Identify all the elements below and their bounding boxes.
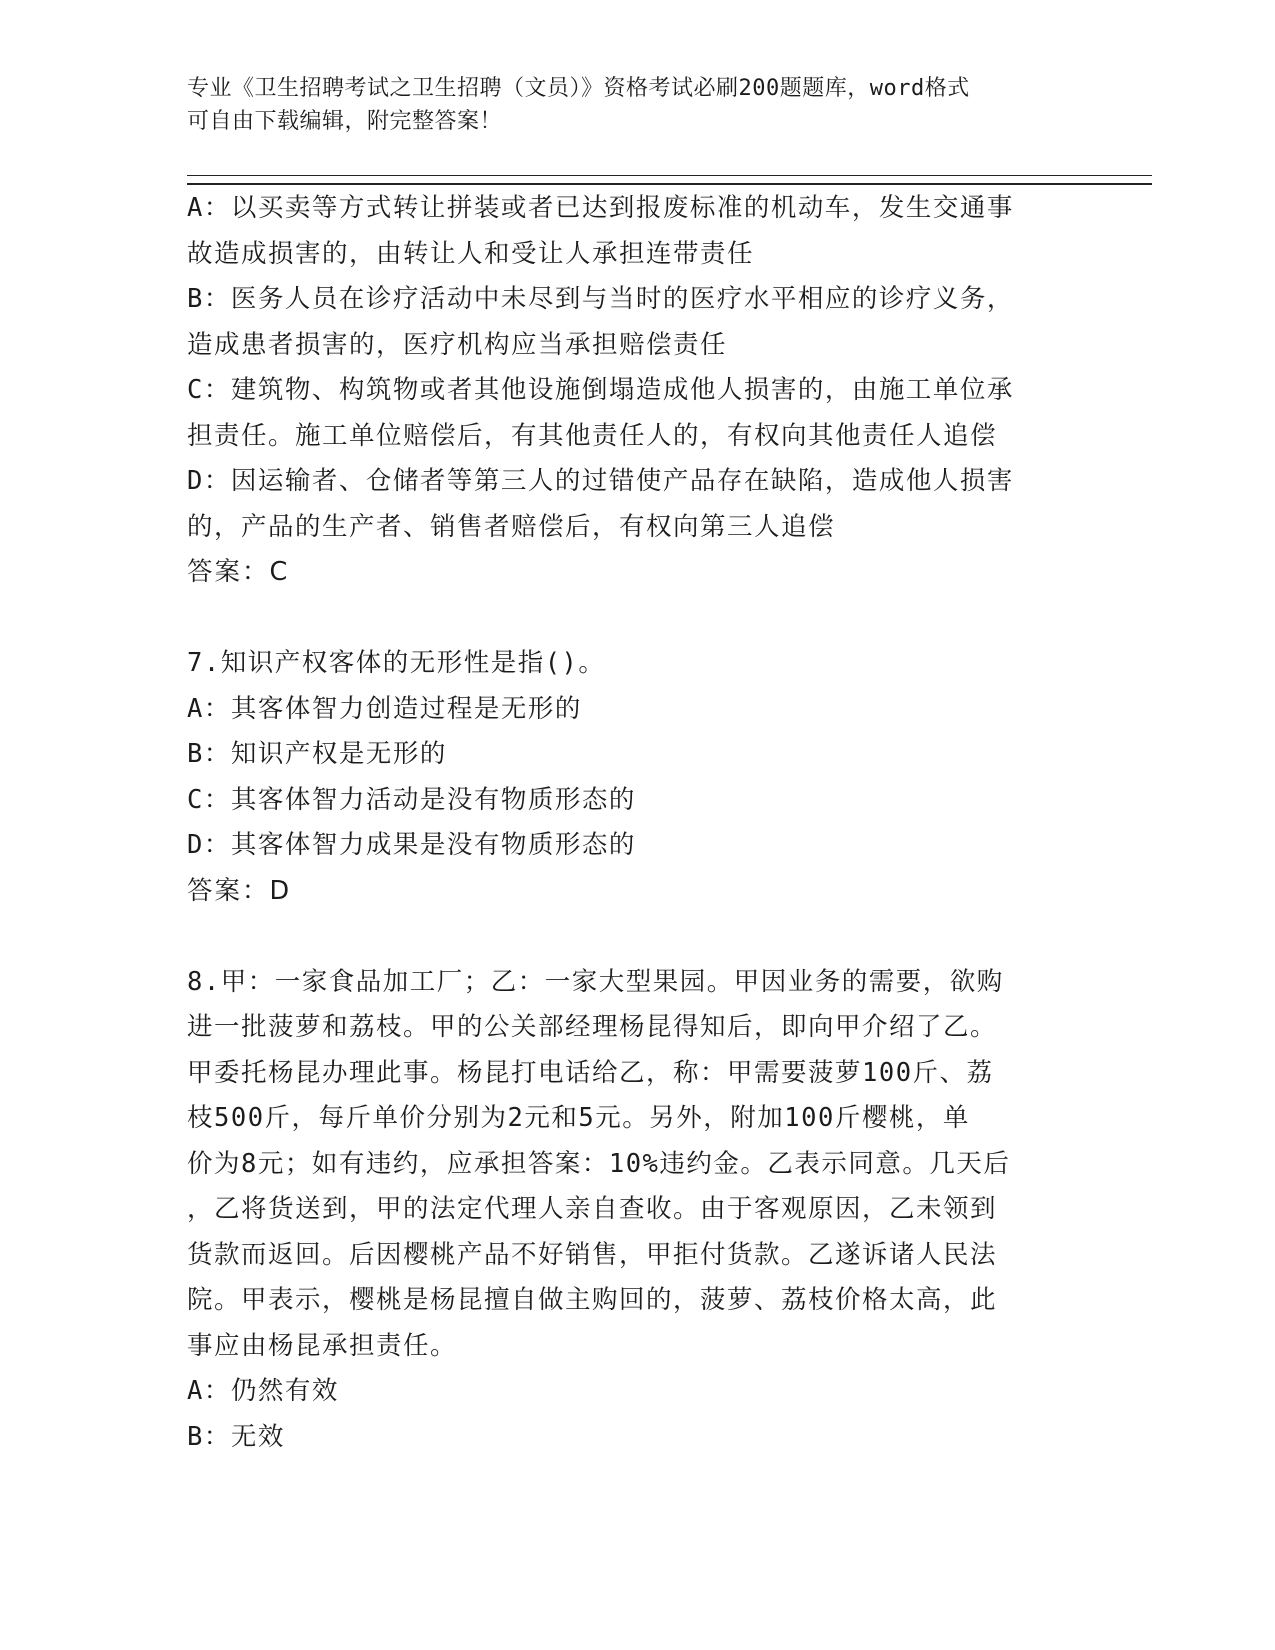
q7-option-d: D：其客体智力成果是没有物质形态的 bbox=[187, 830, 636, 860]
option-a-line-2: 故造成损害的，由转让人和受让人承担连带责任 bbox=[187, 238, 755, 269]
q8-stem-line-6: ，乙将货送到，甲的法定代理人亲自查收。由于客观原因，乙未领到 bbox=[187, 1194, 998, 1224]
q7-option-a: A：其客体智力创造过程是无形的 bbox=[187, 693, 582, 724]
spacer bbox=[187, 596, 1087, 642]
spacer bbox=[187, 914, 1087, 960]
option-b-line-1: B：医务人员在诊疗活动中未尽到与当时的医疗水平相应的诊疗义务， bbox=[187, 284, 1014, 314]
q7-option-c: C：其客体智力活动是没有物质形态的 bbox=[187, 784, 636, 815]
q8-stem-line-3: 甲委托杨昆办理此事。杨昆打电话给乙，称：甲需要菠萝100斤、荔 bbox=[187, 1057, 994, 1088]
q8-stem-line-1: 8.甲：一家食品加工厂；乙：一家大型果园。甲因业务的需要，欲购 bbox=[187, 966, 1004, 997]
header-line-1: 专业《卫生招聘考试之卫生招聘（文员）》资格考试必刷200题题库，word格式 bbox=[187, 76, 970, 101]
q8-stem-line-8: 院。甲表示，樱桃是杨昆擅自做主购回的，菠萝、荔枝价格太高，此 bbox=[187, 1285, 998, 1315]
question-7-stem: 7.知识产权客体的无形性是指()。 bbox=[187, 648, 606, 678]
option-d-line-1: D：因运输者、仓储者等第三人的过错使产品存在缺陷，造成他人损害 bbox=[187, 466, 1014, 496]
option-c-line-1: C：建筑物、构筑物或者其他设施倒塌造成他人损害的，由施工单位承 bbox=[187, 375, 1014, 405]
option-d-line-2: 的，产品的生产者、销售者赔偿后，有权向第三人追偿 bbox=[187, 511, 836, 542]
option-b-line-2: 造成患者损害的，医疗机构应当承担赔偿责任 bbox=[187, 329, 728, 360]
q8-stem-line-7: 货款而返回。后因樱桃产品不好销售，甲拒付货款。乙遂诉诸人民法 bbox=[187, 1239, 998, 1270]
option-a-line-1: A：以买卖等方式转让拼装或者已达到报废标准的机动车，发生交通事 bbox=[187, 193, 1014, 223]
q8-stem-line-2: 进一批菠萝和荔枝。甲的公关部经理杨昆得知后，即向甲介绍了乙。 bbox=[187, 1012, 998, 1042]
header-line-2: 可自由下载编辑，附完整答案！ bbox=[187, 109, 503, 134]
answer-q7: 答案：D bbox=[187, 875, 292, 906]
answer-q6: 答案：C bbox=[187, 557, 290, 587]
document-body bbox=[187, 186, 1087, 1460]
header-divider bbox=[187, 175, 1152, 185]
q8-stem-line-9: 事应由杨昆承担责任。 bbox=[187, 1330, 458, 1361]
q8-stem-line-4: 枝500斤，每斤单价分别为2元和5元。另外，附加100斤樱桃，单 bbox=[187, 1103, 970, 1133]
q7-option-b: B：知识产权是无形的 bbox=[187, 739, 447, 769]
question-6-options bbox=[187, 186, 1087, 596]
q8-option-a: A：仍然有效 bbox=[187, 1376, 339, 1406]
option-c-line-2: 担责任。施工单位赔偿后，有其他责任人的，有权向其他责任人追偿 bbox=[187, 420, 998, 451]
question-8 bbox=[187, 960, 1087, 1461]
q8-stem-line-5: 价为8元；如有违约，应承担答案：10%违约金。乙表示同意。几天后 bbox=[187, 1148, 1011, 1179]
question-7 bbox=[187, 641, 1087, 914]
document-header bbox=[187, 72, 1087, 138]
q8-option-b: B：无效 bbox=[187, 1421, 285, 1452]
